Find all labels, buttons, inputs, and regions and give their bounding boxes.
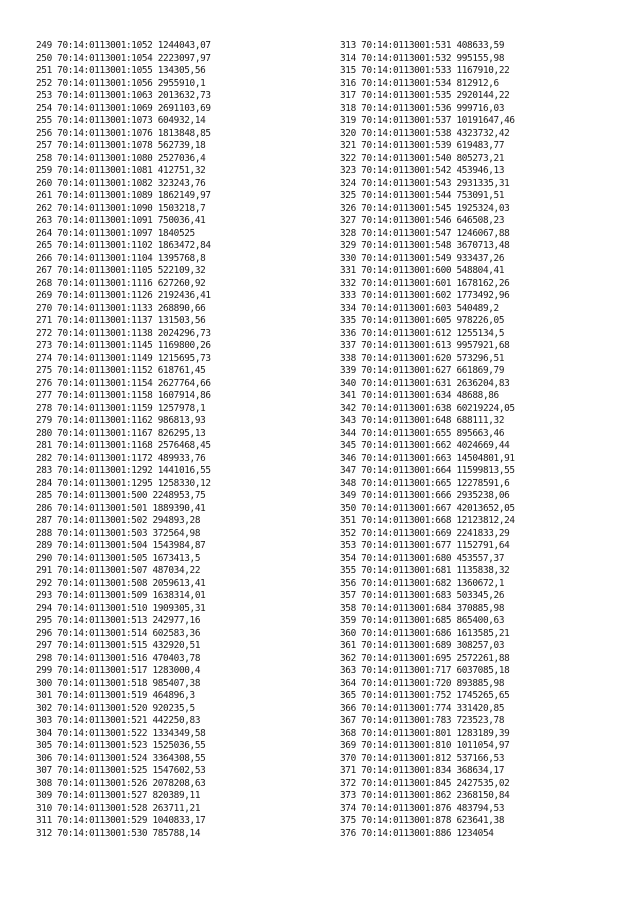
left-column — [36, 40, 211, 840]
table-row: 264 70:14:0113001:1097 1840525 — [36, 227, 195, 239]
table-row: 326 70:14:0113001:545 1925324,03 — [340, 202, 510, 214]
table-row: 308 70:14:0113001:526 2078208,63 — [36, 777, 206, 789]
table-row: 289 70:14:0113001:504 1543984,87 — [36, 540, 206, 551]
table-row: 323 70:14:0113001:542 453946,13 — [340, 165, 505, 176]
table-row: 322 70:14:0113001:540 805273,21 — [340, 152, 505, 164]
table-row: 345 70:14:0113001:662 4024669,44 — [340, 440, 510, 451]
table-row: 295 70:14:0113001:513 242977,16 — [36, 615, 201, 626]
table-row: 333 70:14:0113001:602 1773492,96 — [340, 290, 510, 301]
table-row: 272 70:14:0113001:1138 2024296,73 — [36, 327, 211, 339]
table-row: 360 70:14:0113001:686 1613585,21 — [340, 627, 510, 639]
table-row: 273 70:14:0113001:1145 1169800,26 — [36, 340, 211, 351]
table-row: 256 70:14:0113001:1076 1813848,85 — [36, 127, 211, 139]
table-row: 353 70:14:0113001:677 1152791,64 — [340, 540, 510, 551]
table-row: 288 70:14:0113001:503 372564,98 — [36, 527, 201, 539]
table-row: 352 70:14:0113001:669 2241833,29 — [340, 527, 510, 539]
table-row: 342 70:14:0113001:638 60219224,05 — [340, 402, 515, 414]
table-row: 330 70:14:0113001:549 933437,26 — [340, 252, 505, 264]
table-row: 306 70:14:0113001:524 3364308,55 — [36, 752, 206, 764]
table-row: 354 70:14:0113001:680 453557,37 — [340, 552, 505, 564]
table-row: 338 70:14:0113001:620 573296,51 — [340, 352, 505, 364]
table-row: 365 70:14:0113001:752 1745265,65 — [340, 690, 510, 701]
table-row: 370 70:14:0113001:812 537166,53 — [340, 752, 505, 764]
table-row: 318 70:14:0113001:536 999716,03 — [340, 102, 505, 114]
table-row: 253 70:14:0113001:1063 2013632,73 — [36, 90, 211, 101]
table-row: 303 70:14:0113001:521 442250,83 — [36, 715, 201, 726]
table-row: 368 70:14:0113001:801 1283189,39 — [340, 727, 510, 739]
table-row: 320 70:14:0113001:538 4323732,42 — [340, 127, 510, 139]
table-row: 362 70:14:0113001:695 2572261,88 — [340, 652, 510, 664]
table-row: 346 70:14:0113001:663 14504801,91 — [340, 452, 515, 464]
table-row: 331 70:14:0113001:600 548804,41 — [340, 265, 505, 276]
table-row: 276 70:14:0113001:1154 2627764,66 — [36, 377, 211, 389]
table-row: 311 70:14:0113001:529 1040833,17 — [36, 815, 206, 826]
table-row: 287 70:14:0113001:502 294893,28 — [36, 515, 201, 526]
table-row: 334 70:14:0113001:603 540489,2 — [340, 302, 499, 314]
table-row: 348 70:14:0113001:665 12278591,6 — [340, 477, 510, 489]
table-row: 359 70:14:0113001:685 865400,63 — [340, 615, 505, 626]
table-row: 366 70:14:0113001:774 331420,85 — [340, 702, 505, 714]
table-row: 339 70:14:0113001:627 661869,79 — [340, 365, 505, 376]
table-row: 350 70:14:0113001:667 42013652,05 — [340, 502, 515, 514]
table-row: 317 70:14:0113001:535 2920144,22 — [340, 90, 510, 101]
table-row: 293 70:14:0113001:509 1638314,01 — [36, 590, 206, 601]
table-row: 255 70:14:0113001:1073 604932,14 — [36, 115, 206, 126]
table-row: 294 70:14:0113001:510 1909305,31 — [36, 602, 206, 614]
table-row: 271 70:14:0113001:1137 131503,56 — [36, 315, 206, 326]
table-row: 358 70:14:0113001:684 370885,98 — [340, 602, 505, 614]
table-row: 315 70:14:0113001:533 1167910,22 — [340, 65, 510, 76]
table-row: 297 70:14:0113001:515 432920,51 — [36, 640, 201, 651]
table-row: 310 70:14:0113001:528 263711,21 — [36, 802, 201, 814]
table-row: 296 70:14:0113001:514 602583,36 — [36, 627, 201, 639]
table-row: 269 70:14:0113001:1126 2192436,41 — [36, 290, 211, 301]
table-row: 372 70:14:0113001:845 2427535,02 — [340, 777, 510, 789]
table-row: 268 70:14:0113001:1116 627260,92 — [36, 277, 206, 289]
table-row: 351 70:14:0113001:668 12123812,24 — [340, 515, 515, 526]
table-row: 278 70:14:0113001:1159 1257978,1 — [36, 402, 206, 414]
table-row: 275 70:14:0113001:1152 618761,45 — [36, 365, 206, 376]
table-row: 304 70:14:0113001:522 1334349,58 — [36, 727, 206, 739]
table-row: 336 70:14:0113001:612 1255134,5 — [340, 327, 505, 339]
table-row: 251 70:14:0113001:1055 134305,56 — [36, 65, 206, 76]
table-row: 257 70:14:0113001:1078 562739,18 — [36, 140, 206, 151]
table-row: 327 70:14:0113001:546 646508,23 — [340, 215, 505, 226]
table-row: 283 70:14:0113001:1292 1441016,55 — [36, 465, 211, 476]
table-row: 259 70:14:0113001:1081 412751,32 — [36, 165, 206, 176]
table-row: 341 70:14:0113001:634 48688,86 — [340, 390, 499, 401]
table-row: 361 70:14:0113001:689 308257,03 — [340, 640, 505, 651]
table-row: 258 70:14:0113001:1080 2527036,4 — [36, 152, 206, 164]
table-row: 277 70:14:0113001:1158 1607914,86 — [36, 390, 211, 401]
table-row: 316 70:14:0113001:534 812912,6 — [340, 77, 499, 89]
table-row: 270 70:14:0113001:1133 268890,66 — [36, 302, 206, 314]
table-row: 263 70:14:0113001:1091 750036,41 — [36, 215, 206, 226]
table-row: 329 70:14:0113001:548 3670713,48 — [340, 240, 510, 251]
table-row: 266 70:14:0113001:1104 1395768,8 — [36, 252, 206, 264]
table-row: 335 70:14:0113001:605 978226,05 — [340, 315, 505, 326]
table-row: 340 70:14:0113001:631 2636204,83 — [340, 377, 510, 389]
table-row: 309 70:14:0113001:527 820389,11 — [36, 790, 201, 801]
table-row: 291 70:14:0113001:507 487034,22 — [36, 565, 201, 576]
table-row: 279 70:14:0113001:1162 986813,93 — [36, 415, 206, 426]
table-row: 267 70:14:0113001:1105 522109,32 — [36, 265, 206, 276]
table-row: 364 70:14:0113001:720 893885,98 — [340, 677, 505, 689]
table-row: 375 70:14:0113001:878 623641,38 — [340, 815, 505, 826]
table-row: 262 70:14:0113001:1090 1503218,7 — [36, 202, 206, 214]
table-row: 324 70:14:0113001:543 2931335,31 — [340, 177, 510, 189]
table-row: 344 70:14:0113001:655 895663,46 — [340, 427, 505, 439]
table-row: 286 70:14:0113001:501 1889390,41 — [36, 502, 206, 514]
table-row: 319 70:14:0113001:537 10191647,46 — [340, 115, 515, 126]
table-row: 250 70:14:0113001:1054 2223097,97 — [36, 52, 211, 64]
table-row: 376 70:14:0113001:886 1234054 — [340, 827, 494, 839]
table-row: 312 70:14:0113001:530 785788,14 — [36, 827, 201, 839]
right-column — [340, 40, 515, 840]
table-row: 356 70:14:0113001:682 1360672,1 — [340, 577, 505, 589]
table-row: 314 70:14:0113001:532 995155,98 — [340, 52, 505, 64]
table-row: 367 70:14:0113001:783 723523,78 — [340, 715, 505, 726]
table-row: 284 70:14:0113001:1295 1258330,12 — [36, 477, 211, 489]
table-row: 265 70:14:0113001:1102 1863472,84 — [36, 240, 211, 251]
table-row: 282 70:14:0113001:1172 489933,76 — [36, 452, 206, 464]
table-row: 363 70:14:0113001:717 6037085,18 — [340, 665, 510, 676]
table-row: 355 70:14:0113001:681 1135838,32 — [340, 565, 510, 576]
table-row: 281 70:14:0113001:1168 2576468,45 — [36, 440, 211, 451]
table-row: 307 70:14:0113001:525 1547602,53 — [36, 765, 206, 776]
table-row: 298 70:14:0113001:516 470403,78 — [36, 652, 201, 664]
table-row: 305 70:14:0113001:523 1525036,55 — [36, 740, 206, 751]
table-row: 357 70:14:0113001:683 503345,26 — [340, 590, 505, 601]
table-row: 313 70:14:0113001:531 408633,59 — [340, 40, 505, 51]
table-row: 373 70:14:0113001:862 2368150,84 — [340, 790, 510, 801]
table-row: 249 70:14:0113001:1052 1244043,07 — [36, 40, 211, 51]
table-row: 300 70:14:0113001:518 985407,38 — [36, 677, 201, 689]
table-row: 261 70:14:0113001:1089 1862149,97 — [36, 190, 211, 201]
table-row: 369 70:14:0113001:810 1011054,97 — [340, 740, 510, 751]
table-row: 337 70:14:0113001:613 9957921,68 — [340, 340, 510, 351]
table-row: 301 70:14:0113001:519 464896,3 — [36, 690, 195, 701]
table-row: 274 70:14:0113001:1149 1215695,73 — [36, 352, 211, 364]
table-row: 252 70:14:0113001:1056 2955910,1 — [36, 77, 206, 89]
table-row: 325 70:14:0113001:544 753091,51 — [340, 190, 505, 201]
table-row: 374 70:14:0113001:876 483794,53 — [340, 802, 505, 814]
table-row: 349 70:14:0113001:666 2935238,06 — [340, 490, 510, 501]
table-row: 254 70:14:0113001:1069 2691103,69 — [36, 102, 211, 114]
table-row: 292 70:14:0113001:508 2059613,41 — [36, 577, 206, 589]
table-row: 321 70:14:0113001:539 619483,77 — [340, 140, 505, 151]
table-row: 290 70:14:0113001:505 1673413,5 — [36, 552, 201, 564]
table-row: 343 70:14:0113001:648 688111,32 — [340, 415, 505, 426]
table-row: 347 70:14:0113001:664 11599813,55 — [340, 465, 515, 476]
table-row: 280 70:14:0113001:1167 826295,13 — [36, 427, 206, 439]
table-row: 302 70:14:0113001:520 920235,5 — [36, 702, 195, 714]
table-row: 328 70:14:0113001:547 1246067,88 — [340, 227, 510, 239]
table-row: 260 70:14:0113001:1082 323243,76 — [36, 177, 206, 189]
table-row: 285 70:14:0113001:500 2248953,75 — [36, 490, 206, 501]
table-row: 371 70:14:0113001:834 368634,17 — [340, 765, 505, 776]
table-row: 332 70:14:0113001:601 1678162,26 — [340, 277, 510, 289]
table-row: 299 70:14:0113001:517 1283000,4 — [36, 665, 201, 676]
